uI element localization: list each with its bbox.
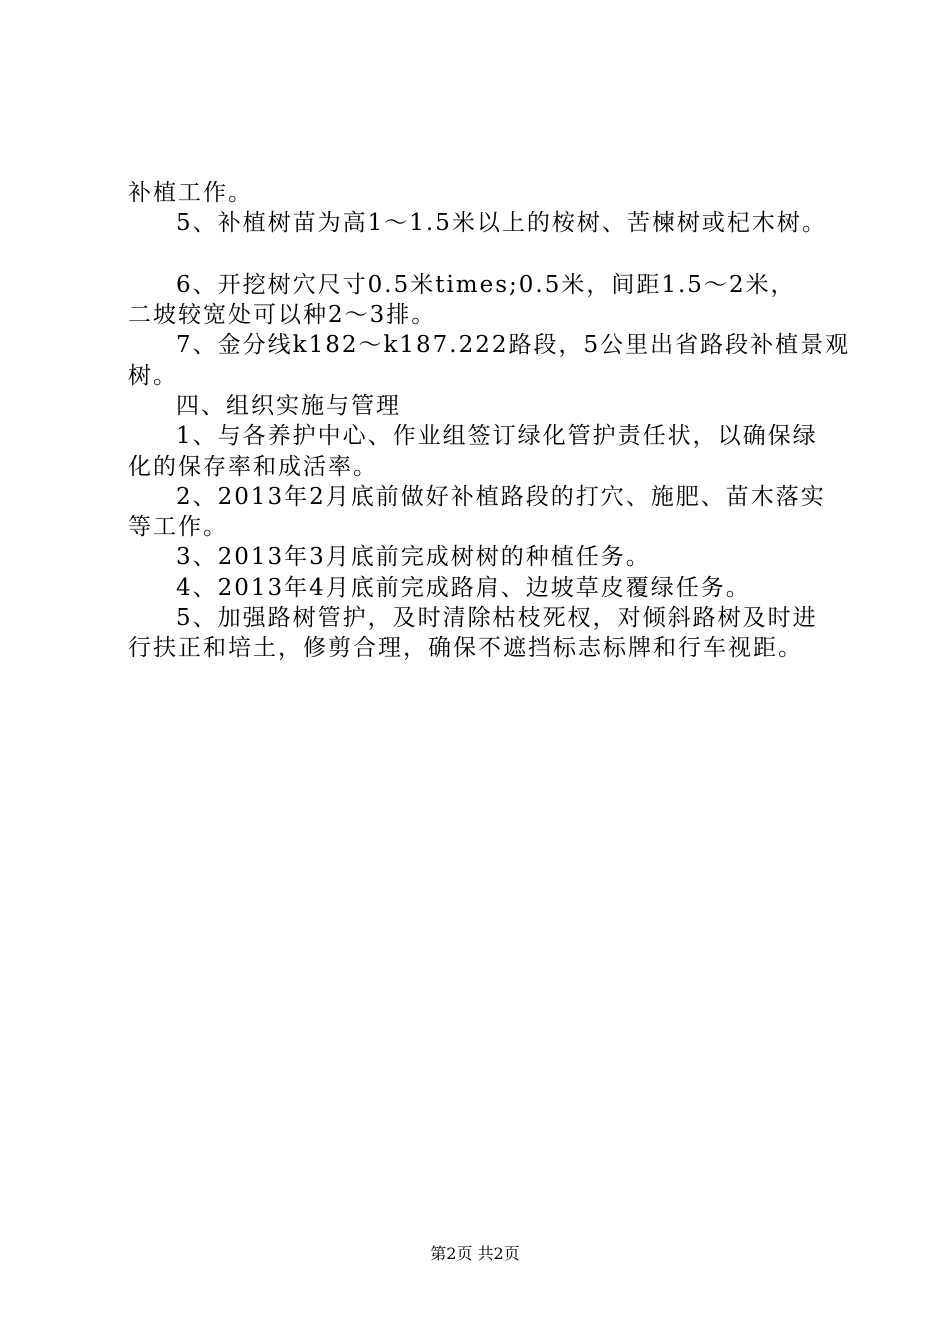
text-line: 5、加强路树管护，及时清除枯枝死杈，对倾斜路树及时进 [176, 605, 818, 631]
text-line: 二坡较宽处可以种2～3排。 [128, 302, 437, 328]
text-line: 2、2013年2月底前做好补植路段的打穴、施肥、苗木落实 [176, 484, 826, 510]
text-line: 等工作。 [128, 514, 228, 540]
text-line: 4、2013年4月底前完成路肩、边坡草皮覆绿任务。 [176, 575, 751, 601]
text-line: 补植工作。 [128, 180, 253, 206]
text-line: 化的保存率和成活率。 [128, 454, 378, 480]
text-line: 1、与各养护中心、作业组签订绿化管护责任状，以确保绿 [176, 423, 818, 449]
text-line: 3、2013年3月底前完成树树的种植任务。 [176, 544, 651, 570]
section-heading: 四、组织实施与管理 [176, 393, 401, 419]
text-line: 行扶正和培土，修剪合理，确保不遮挡标志标牌和行车视距。 [128, 635, 803, 661]
text-line: 5、补植树苗为高1～1.5米以上的桉树、苦楝树或杞木树。 [176, 210, 827, 236]
text-line: 7、金分线k182～k187.222路段，5公里出省路段补植景观 [176, 332, 851, 358]
text-line: 树。 [128, 363, 178, 389]
page-number: 第2页 共2页 [430, 1244, 520, 1263]
text-line: 6、开挖树穴尺寸0.5米times;0.5米，间距1.5～2米， [176, 272, 796, 298]
